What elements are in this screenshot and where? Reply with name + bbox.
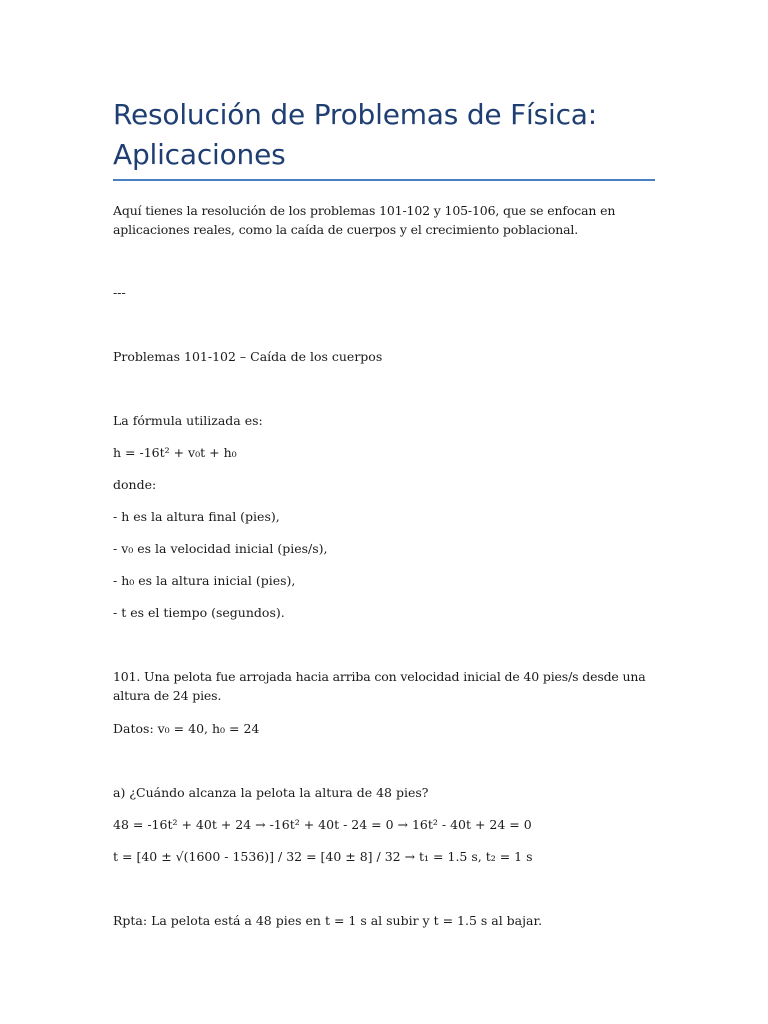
answer-line: Rpta: La pelota está a 48 pies en t = 1 s al subir y t = 1.5 s al bajar. <box>113 913 543 928</box>
document-title: Resolución de Problemas de Física: Aplicaciones <box>113 98 597 171</box>
separator-line: --- <box>113 285 126 300</box>
where-label: donde: <box>113 477 157 492</box>
data-line: Datos: v₀ = 40, h₀ = 24 <box>113 721 260 736</box>
formula-intro: La fórmula utilizada es: <box>113 413 263 428</box>
solution-step-1: 48 = -16t² + 40t + 24 → -16t² + 40t - 24 = 0 → 16t² - 40t + 24 = 0 <box>113 817 532 832</box>
formula: h = -16t² + v₀t + h₀ <box>113 445 237 460</box>
problem-101-statement: 101. Una pelota fue arrojada hacia arriba con velocidad inicial de 40 pies/s desde una altura de 24 pies. <box>113 669 650 703</box>
intro-paragraph: Aquí tienes la resolución de los problemas 101-102 y 105-106, que se enfocan en aplicaciones reales, como la caída de cuerpos y el crecimiento poblacional. <box>113 203 620 237</box>
definition-item: - h es la altura final (pies), <box>113 509 280 524</box>
definition-item: - v₀ es la velocidad inicial (pies/s), <box>113 541 328 556</box>
part-a-question: a) ¿Cuándo alcanza la pelota la altura de 48 pies? <box>113 785 429 800</box>
section-heading: Problemas 101-102 – Caída de los cuerpos <box>113 349 383 364</box>
title-underline <box>113 179 655 181</box>
definition-item: - t es el tiempo (segundos). <box>113 605 285 620</box>
definition-item: - h₀ es la altura inicial (pies), <box>113 573 296 588</box>
solution-step-2: t = [40 ± √(1600 - 1536)] / 32 = [40 ± 8] / 32 → t₁ = 1.5 s, t₂ = 1 s <box>113 849 533 864</box>
